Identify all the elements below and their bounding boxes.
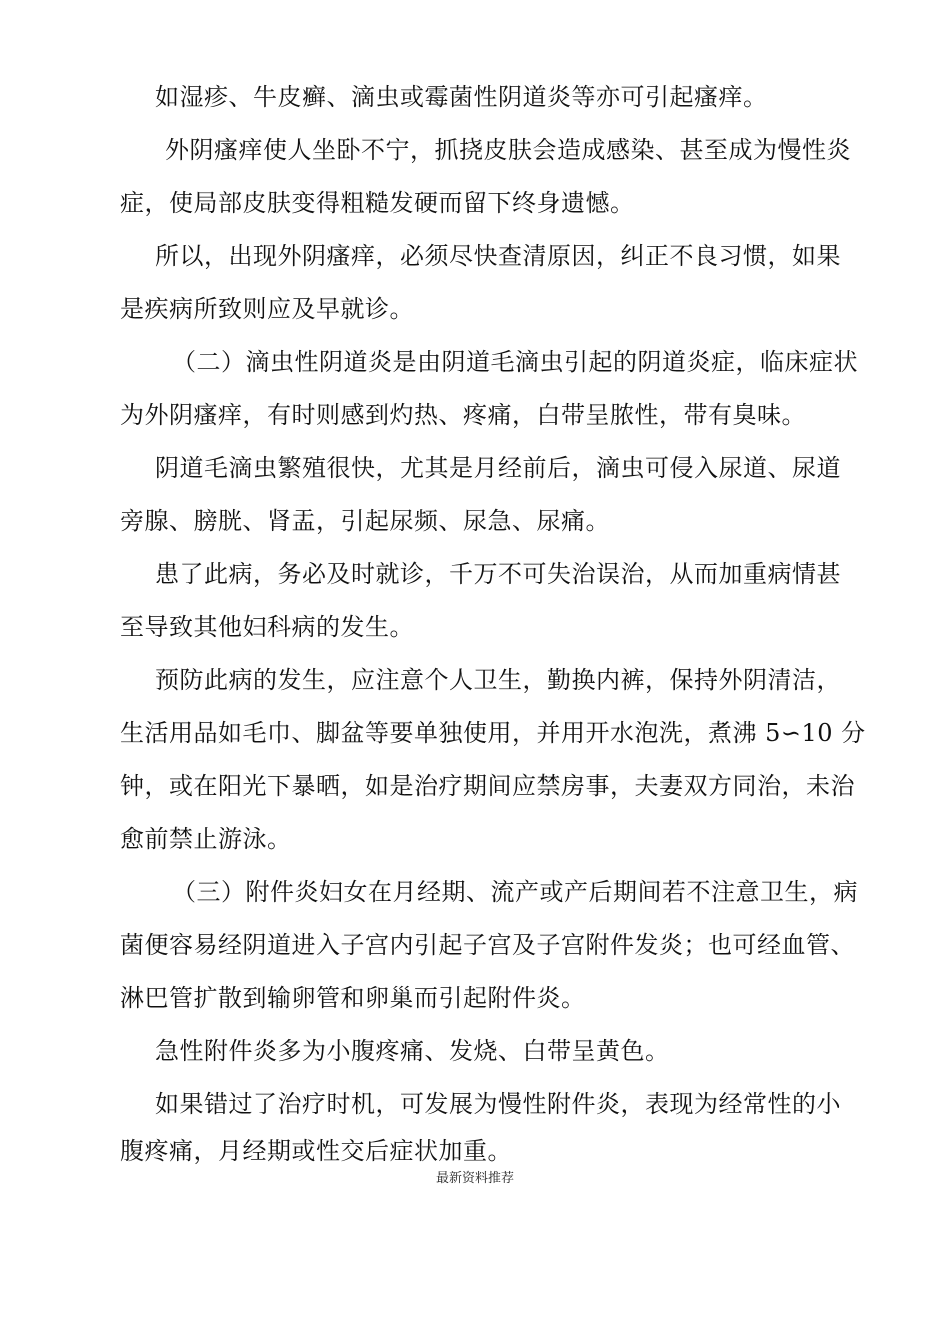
text-line: 如湿疹、牛皮癣、滴虫或霉菌性阴道炎等亦可引起瘙痒。 — [155, 83, 768, 111]
text-line: 菌便容易经阴道进入子宫内引起子宫及子宫附件发炎；也可经血管、 — [120, 931, 855, 959]
text-line: （二）滴虫性阴道炎是由阴道毛滴虫引起的阴道炎症，临床症状 — [172, 348, 858, 376]
text-line: 钟，或在阳光下暴晒，如是治疗期间应禁房事，夫妻双方同治，未治 — [120, 772, 855, 800]
text-line: 外阴瘙痒使人坐卧不宁，抓挠皮肤会造成感染、甚至成为慢性炎 — [165, 136, 851, 164]
text-line: 症，使局部皮肤变得粗糙发硬而留下终身遗憾。 — [120, 189, 635, 217]
page-footer: 最新资料推荐 — [435, 1171, 514, 1186]
text-line: 所以，出现外阴瘙痒，必须尽快查清原因，纠正不良习惯，如果 — [155, 242, 841, 270]
text-line: 生活用品如毛巾、脚盆等要单独使用，并用开水泡洗，煮沸 5∽10 分 — [120, 719, 866, 747]
text-line: 是疾病所致则应及早就诊。 — [120, 295, 414, 323]
text-line: 为外阴瘙痒，有时则感到灼热、疼痛，白带呈脓性，带有臭味。 — [120, 401, 806, 429]
text-line: 腹疼痛，月经期或性交后症状加重。 — [120, 1137, 512, 1165]
text-line: （三）附件炎妇女在月经期、流产或产后期间若不注意卫生，病 — [172, 878, 858, 906]
text-line: 急性附件炎多为小腹疼痛、发烧、白带呈黄色。 — [155, 1037, 670, 1065]
text-line: 旁腺、膀胱、肾盂，引起尿频、尿急、尿痛。 — [120, 507, 610, 535]
text-line: 患了此病，务必及时就诊，千万不可失治误治，从而加重病情甚 — [155, 560, 841, 588]
text-line: 淋巴管扩散到输卵管和卵巢而引起附件炎。 — [120, 984, 586, 1012]
text-line: 愈前禁止游泳。 — [120, 825, 292, 853]
text-line: 阴道毛滴虫繁殖很快，尤其是月经前后，滴虫可侵入尿道、尿道 — [155, 454, 841, 482]
text-line: 至导致其他妇科病的发生。 — [120, 613, 414, 641]
text-line: 预防此病的发生，应注意个人卫生，勤换内裤，保持外阴清洁， — [155, 666, 841, 694]
text-line: 如果错过了治疗时机，可发展为慢性附件炎，表现为经常性的小 — [155, 1090, 841, 1118]
